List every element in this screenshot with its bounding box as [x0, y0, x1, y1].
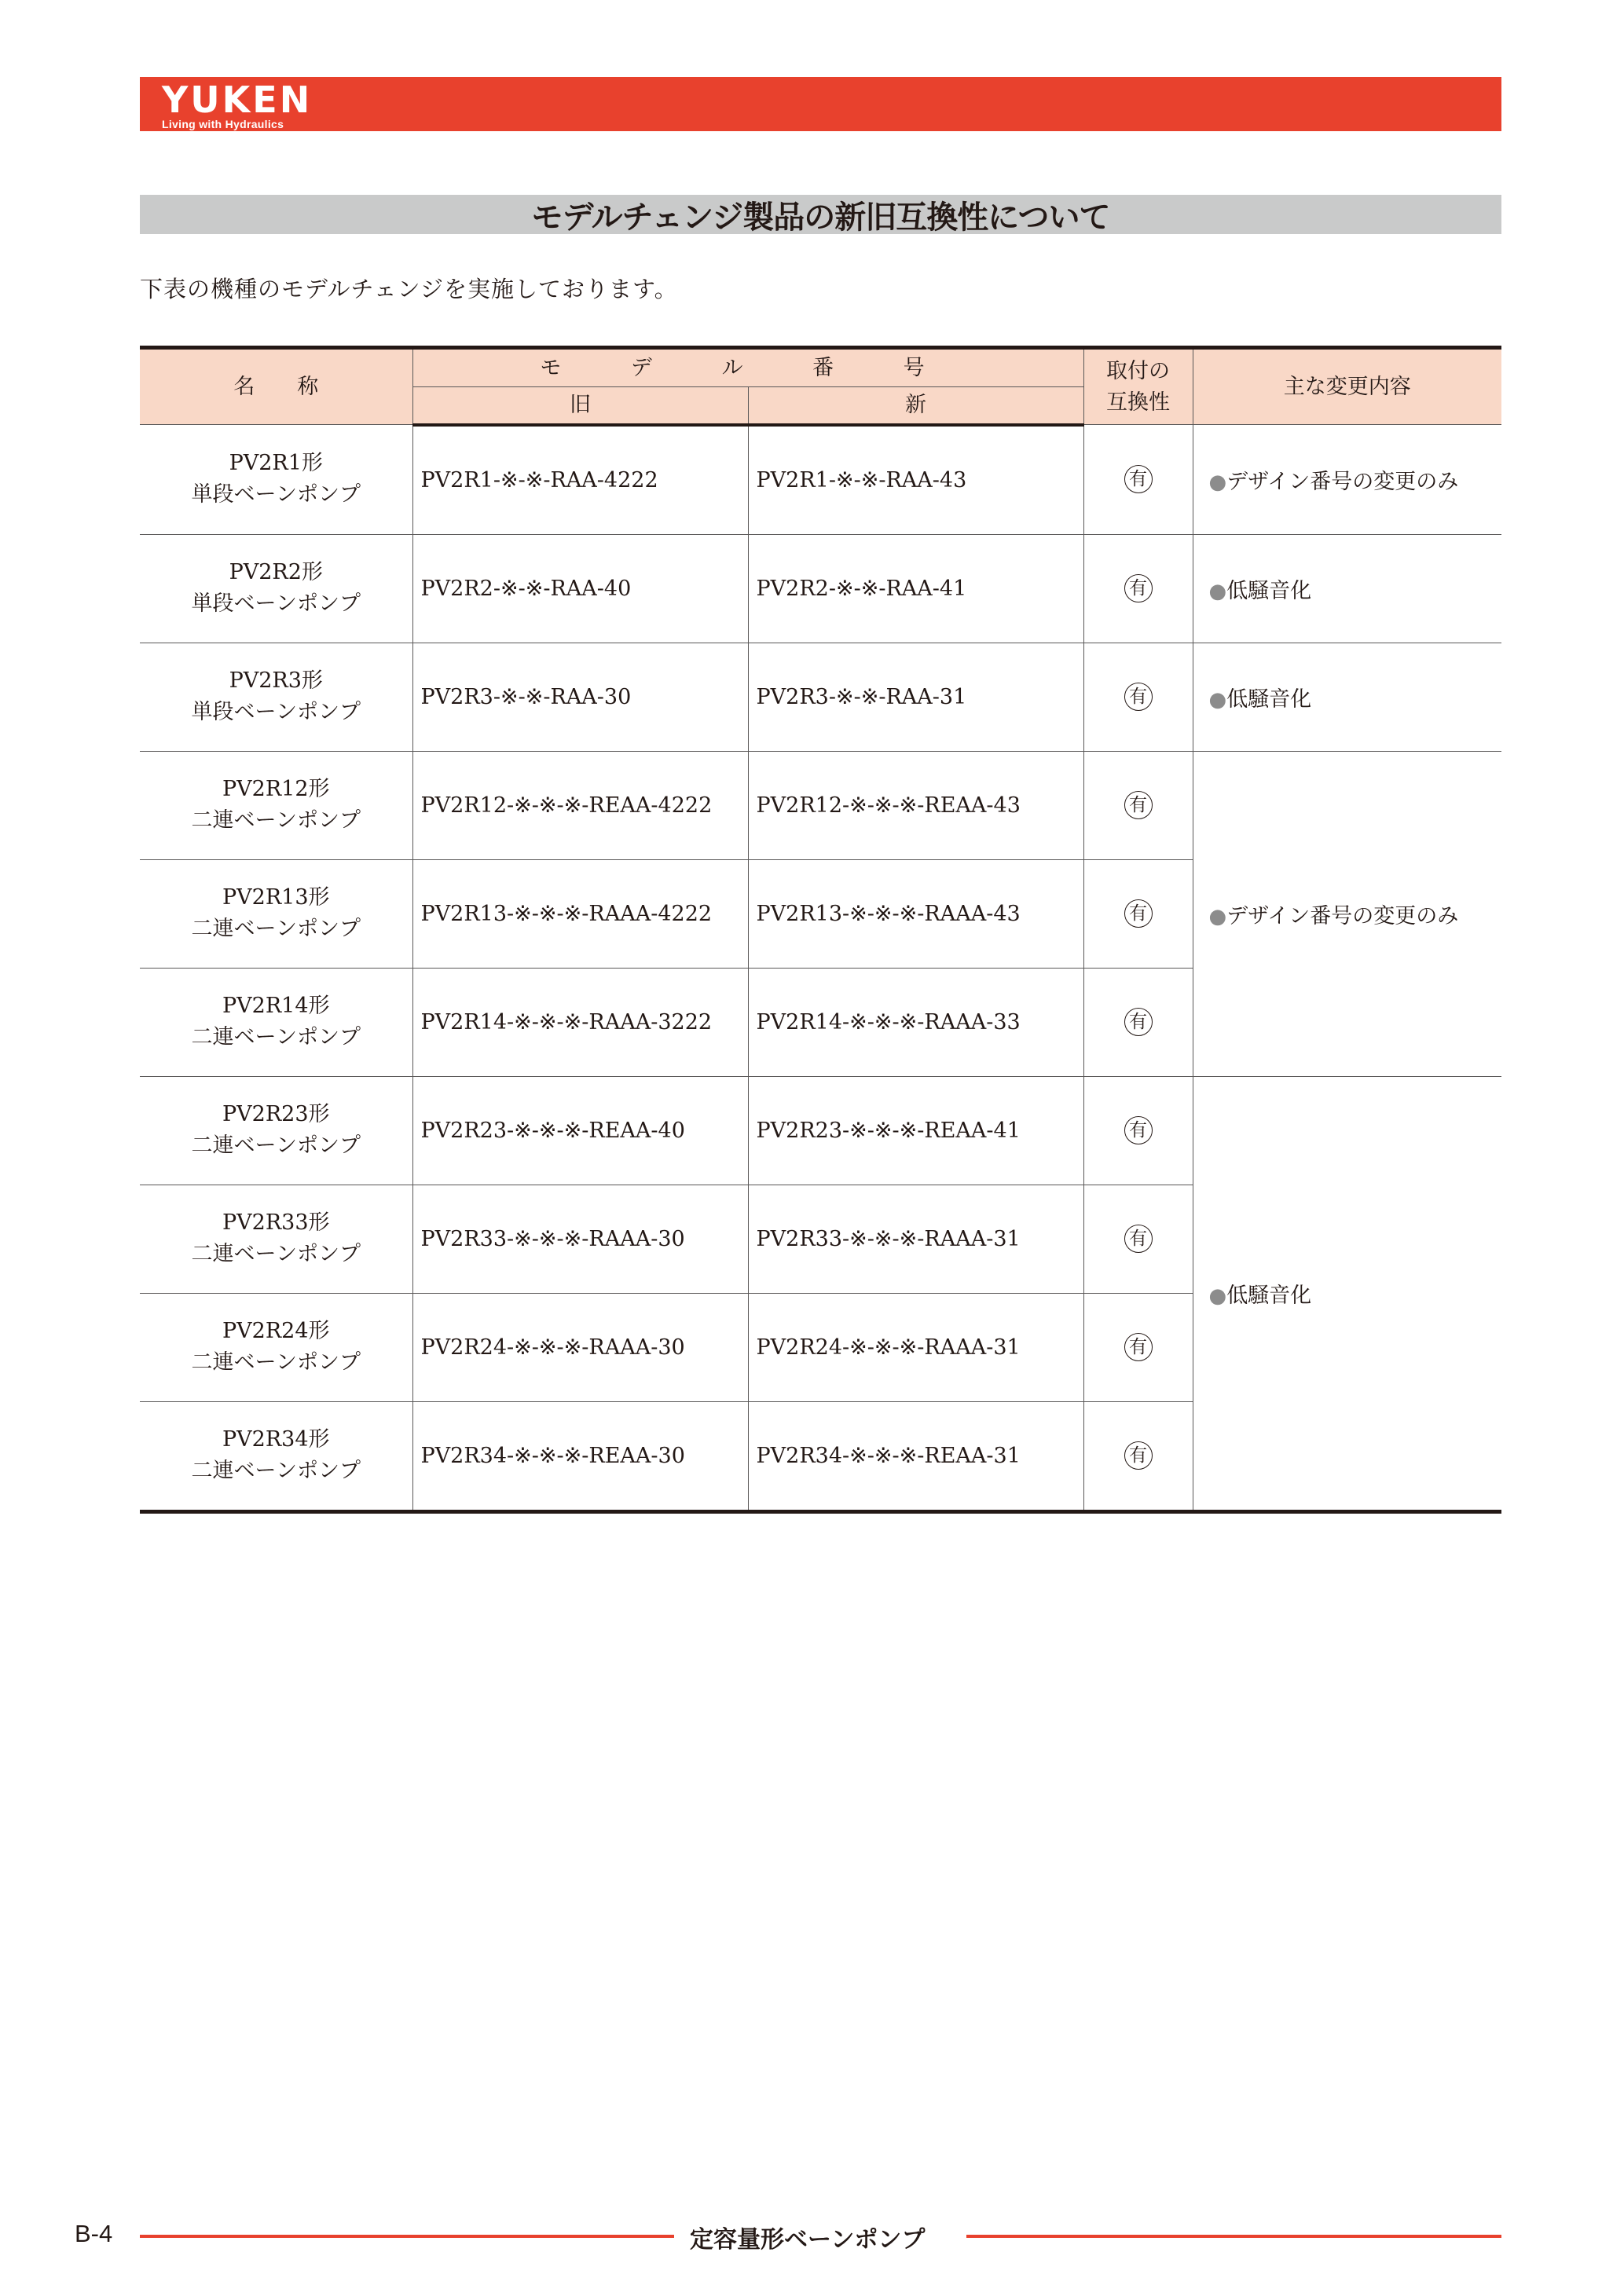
- compat-cell: [1083, 425, 1193, 535]
- new-model-cell: PV2R3-※-※-RAA-31: [748, 643, 1083, 751]
- compat-cell: [1083, 751, 1193, 859]
- new-model-cell: PV2R14-※-※-※-RAAA-33: [748, 968, 1083, 1076]
- change-cell: ●低騒音化: [1193, 643, 1501, 751]
- old-model-cell: PV2R12-※-※-※-REAA-4222: [412, 751, 748, 859]
- compat-badge: 有: [1124, 1225, 1153, 1253]
- footer-section-title: 定容量形ベーンポンプ: [690, 2226, 926, 2254]
- model-change-table: [140, 346, 1501, 1514]
- logo-text: YUKEN: [162, 79, 313, 121]
- logo-tagline: Living with Hydraulics: [162, 118, 284, 130]
- new-model-cell: PV2R12-※-※-※-REAA-43: [748, 751, 1083, 859]
- header-model-number: モ デ ル 番 号: [412, 348, 1083, 387]
- header-name: 名 称: [140, 348, 412, 425]
- new-model-cell: PV2R23-※-※-※-REAA-41: [748, 1076, 1083, 1185]
- intro-text: 下表の機種のモデルチェンジを実施しております。: [140, 276, 678, 302]
- compat-cell: [1083, 1076, 1193, 1185]
- compat-cell: [1083, 968, 1193, 1076]
- compat-cell: [1083, 859, 1193, 968]
- compat-badge: 有: [1124, 791, 1153, 819]
- compat-cell: [1083, 643, 1193, 751]
- page-title: モデルチェンジ製品の新旧互換性について: [531, 199, 1110, 236]
- old-model-cell: PV2R14-※-※-※-RAAA-3222: [412, 968, 748, 1076]
- table-row: [140, 751, 1501, 859]
- table-row: [140, 534, 1501, 643]
- compat-badge: 有: [1124, 1008, 1153, 1036]
- compat-badge: 有: [1124, 683, 1153, 711]
- compat-badge: 有: [1124, 1333, 1153, 1361]
- new-model-cell: PV2R1-※-※-RAA-43: [748, 425, 1083, 535]
- old-model-cell: PV2R2-※-※-RAA-40: [412, 534, 748, 643]
- model-name-cell: PV2R23形 二連ベーンポンプ: [140, 1076, 412, 1185]
- compat-badge: 有: [1124, 899, 1153, 928]
- table-row: [140, 1076, 1501, 1185]
- model-name-cell: PV2R34形 二連ベーンポンプ: [140, 1401, 412, 1511]
- bullet-icon: ●: [1208, 904, 1227, 928]
- compat-badge: 有: [1124, 1116, 1153, 1144]
- compat-cell: [1083, 1293, 1193, 1401]
- model-name-cell: PV2R1形 単段ベーンポンプ: [140, 425, 412, 535]
- compat-badge: 有: [1124, 1441, 1153, 1470]
- compat-cell: [1083, 1401, 1193, 1511]
- compat-cell: [1083, 534, 1193, 643]
- compat-badge: 有: [1124, 465, 1153, 493]
- change-cell: ●デザイン番号の変更のみ: [1193, 425, 1501, 535]
- header-new: 新: [748, 387, 1083, 425]
- table-row: [140, 643, 1501, 751]
- old-model-cell: PV2R1-※-※-RAA-4222: [412, 425, 748, 535]
- bullet-icon: ●: [1208, 579, 1227, 603]
- table-row: [140, 425, 1501, 535]
- new-model-cell: PV2R34-※-※-※-REAA-31: [748, 1401, 1083, 1511]
- header-mount-compat: 取付の 互換性: [1083, 348, 1193, 425]
- model-name-cell: PV2R33形 二連ベーンポンプ: [140, 1185, 412, 1293]
- change-cell: ●デザイン番号の変更のみ: [1193, 751, 1501, 1076]
- header-old: 旧: [412, 387, 748, 425]
- footer-rule-left: [140, 2235, 674, 2238]
- yuken-logo: [162, 79, 313, 130]
- footer-rule-right: [966, 2235, 1501, 2238]
- new-model-cell: PV2R24-※-※-※-RAAA-31: [748, 1293, 1083, 1401]
- brand-header-bar: [140, 77, 1501, 131]
- header-changes: 主な変更内容: [1193, 348, 1501, 425]
- bullet-icon: ●: [1208, 1283, 1227, 1308]
- model-name-cell: PV2R12形 二連ベーンポンプ: [140, 751, 412, 859]
- old-model-cell: PV2R3-※-※-RAA-30: [412, 643, 748, 751]
- model-name-cell: PV2R14形 二連ベーンポンプ: [140, 968, 412, 1076]
- bullet-icon: ●: [1208, 687, 1227, 712]
- old-model-cell: PV2R23-※-※-※-REAA-40: [412, 1076, 748, 1185]
- title-bar: [140, 195, 1501, 234]
- compat-cell: [1083, 1185, 1193, 1293]
- old-model-cell: PV2R13-※-※-※-RAAA-4222: [412, 859, 748, 968]
- old-model-cell: PV2R24-※-※-※-RAAA-30: [412, 1293, 748, 1401]
- compat-badge: 有: [1124, 574, 1153, 602]
- model-name-cell: PV2R2形 単段ベーンポンプ: [140, 534, 412, 643]
- new-model-cell: PV2R13-※-※-※-RAAA-43: [748, 859, 1083, 968]
- model-name-cell: PV2R3形 単段ベーンポンプ: [140, 643, 412, 751]
- model-name-cell: PV2R13形 二連ベーンポンプ: [140, 859, 412, 968]
- old-model-cell: PV2R33-※-※-※-RAAA-30: [412, 1185, 748, 1293]
- change-cell: ●低騒音化: [1193, 534, 1501, 643]
- new-model-cell: PV2R2-※-※-RAA-41: [748, 534, 1083, 643]
- page-number: B-4: [75, 2220, 113, 2247]
- new-model-cell: PV2R33-※-※-※-RAAA-31: [748, 1185, 1083, 1293]
- old-model-cell: PV2R34-※-※-※-REAA-30: [412, 1401, 748, 1511]
- bullet-icon: ●: [1208, 470, 1227, 494]
- model-name-cell: PV2R24形 二連ベーンポンプ: [140, 1293, 412, 1401]
- change-cell: ●低騒音化: [1193, 1076, 1501, 1511]
